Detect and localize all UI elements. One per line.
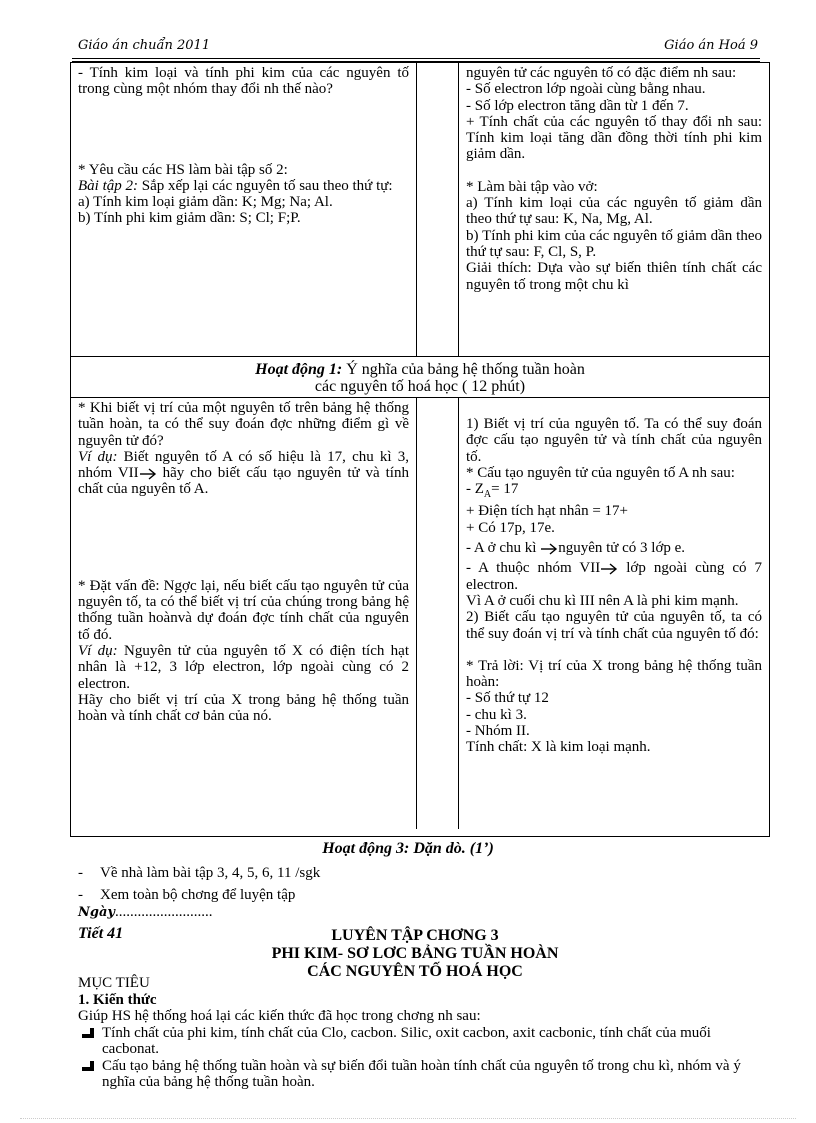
exercise-request: * Yêu cầu các HS làm bài tập số 2:	[78, 161, 288, 178]
answer-line: * Cấu tạo nguyên tử của nguyên tố A nh sau:	[466, 464, 735, 481]
homework-list	[100, 862, 320, 906]
teacher-column-2	[71, 398, 417, 829]
answer-line: - $Z_A= 17$	[466, 481, 519, 501]
lesson-title-line: PHI KIM- SƠ LƠC BẢNG TUẦN HOÀN	[271, 945, 559, 962]
activity-1-line2: các nguyên tố hoá học ( 12 phút)	[314, 378, 526, 395]
answer-line: * Trả lời: Vị trí của X trong bảng hệ thống tuần hoàn:	[466, 657, 762, 691]
answer-line: - Số thứ tự 12	[466, 690, 549, 707]
objectives-intro: Giúp HS hệ thống hoá lại các kiến thức đã học trong chơng nh sau:	[78, 1008, 481, 1024]
list-item: Tính chất của phi kim, tính chất của Clo, cacbon. Silic, oxit cacbon, axit cacbonic, tính chất của muối cacbonat.	[78, 1025, 758, 1058]
exercise-2-b: b) Tính phi kim giảm dần: S; Cl; F;P.	[78, 210, 301, 227]
page-bottom-divider	[20, 1118, 796, 1119]
table-section-2	[71, 398, 769, 829]
header-right: Giáo án Hoá 9	[664, 38, 758, 53]
arrow-right-icon	[139, 468, 157, 480]
question-text: * Khi biết vị trí của một nguyên tố trên bảng hệ thống tuần hoàn, ta có thể suy đoán đợc những điểm gì về nguyên tử đó?	[78, 400, 409, 449]
header-left: Giáo án chuẩn 2011	[78, 38, 211, 53]
student-column-2	[459, 398, 769, 829]
answer-line: * Làm bài tập vào vở:	[466, 178, 598, 195]
lesson-title-line: LUYÊN TẬP CHƠNG 3	[331, 927, 499, 944]
answer-line: - Nhóm II.	[466, 723, 530, 740]
list-item: Cấu tạo bảng hệ thống tuần hoàn và sự biến đổi tuần hoàn tính chất của nguyên tố trong chu kì, nhóm và ý nghĩa của bảng hệ thống tuần hoàn.	[78, 1058, 758, 1091]
activity-1-label: Hoạt động 1:	[255, 361, 343, 378]
answer-line: 2) Biết cấu tạo nguyên tử của nguyên tố, ta có thể suy đoán vị trí và tính chất của nguyên tố đó:	[466, 609, 762, 642]
date-line	[78, 904, 212, 921]
example-2: Ví dụ: Nguyên tử của nguyên tố X có điện tích hạt nhân là +12, 3 lớp electron, lớp ngoài cùng có 2 electron.	[78, 642, 409, 692]
answer-line: Giải thích: Dựa vào sự biến thiên tính chất các nguyên tố trong một chu kì	[466, 260, 762, 293]
lesson-number: Tiết 41	[78, 925, 124, 942]
time-column-1	[417, 63, 459, 356]
date-dots: ..........................	[114, 904, 213, 920]
example-1: Ví dụ: Biết nguyên tố A có số hiệu là 17, chu kì 3, nhóm VII hãy cho biết cấu tạo nguyên tử và tính chất của nguyên tố A.	[78, 448, 409, 498]
answer-line: b) Tính phi kim của các nguyên tố giảm dần theo thứ tự sau: F, Cl, S, P.	[466, 227, 762, 260]
answer-line: + Có 17p, 17e.	[466, 519, 555, 536]
answer-line: - Số lớp electron tăng dần từ 1 đến 7.	[466, 97, 689, 114]
exercise-2: Bài tập 2: Sắp xếp lại các nguyên tố sau theo thứ tự:	[78, 177, 393, 194]
activity-3-heading: Hoạt động 3: Dặn dò. (1’)	[322, 840, 494, 857]
answer-line: Tính chất: X là kim loại mạnh.	[466, 739, 651, 756]
exercise-2-a: a) Tính kim loại giảm dần: K; Mg; Na; Al.	[78, 194, 333, 211]
lesson-table	[70, 62, 770, 837]
answer-line: a) Tính kim loại của các nguyên tố giảm dần theo thứ tự sau: K, Na, Mg, Al.	[466, 195, 762, 228]
answer-line: + Điện tích hạt nhân = 17+	[466, 503, 629, 520]
teacher-column-1	[71, 63, 417, 356]
date-label: Ngày	[78, 905, 115, 920]
bullet-icon	[82, 1061, 94, 1071]
arrow-right-icon	[540, 543, 558, 555]
problem-statement: * Đặt vấn đề: Ngợc lại, nếu biết cấu tạo nguyên tử của nguyên tố, ta có thể biết vị trí của chúng trong bảng hệ thống tuần hoànvà dự đoán đợc tính chất của nguyên tố đó.	[78, 577, 409, 643]
question-text: - Tính kim loại và tính phi kim của các nguyên tố trong cùng một nhóm thay đổi nh thế nào?	[78, 65, 409, 98]
knowledge-heading: 1. Kiến thức	[78, 991, 157, 1008]
objectives-heading: MỤC TIÊU	[78, 975, 150, 991]
question-text: Hãy cho biết vị trí của X trong bảng hệ thống tuần hoàn và tính chất cơ bản của nó.	[78, 691, 409, 725]
answer-line: nguyên tử các nguyên tố có đặc điểm nh sau:	[466, 65, 737, 81]
list-item: - Về nhà làm bài tập 3, 4, 5, 6, 11 /sgk	[100, 862, 320, 884]
table-section-1	[71, 63, 769, 356]
time-column-2	[417, 398, 459, 829]
answer-line: - chu kì 3.	[466, 706, 527, 723]
lesson-title	[70, 927, 760, 981]
activity-1-line1: Ý nghĩa của bảng hệ thống tuần hoàn	[342, 361, 585, 378]
activity-1-heading	[71, 356, 769, 398]
answer-line: + Tính chất của các nguyên tố thay đổi nh sau: Tính kim loại tăng dần đồng thời tính phi kim giảm dần.	[466, 113, 762, 163]
answer-line: - Số electron lớp ngoài cùng bằng nhau.	[466, 81, 706, 98]
arrow-right-icon	[600, 563, 618, 575]
objectives-section	[78, 975, 758, 1091]
bullet-icon	[82, 1028, 94, 1038]
list-item: - Xem toàn bộ chơng để luyện tập	[100, 884, 320, 906]
answer-line: 1) Biết vị trí của nguyên tố. Ta có thể suy đoán đợc cấu tạo nguyên tử và tính chất của nguyên tố.	[466, 416, 762, 465]
answer-line: - A ở chu kì nguyên tử có 3 lớp e.	[466, 540, 686, 557]
answer-line: Vì A ở cuối chu kì III nên A là phi kim mạnh.	[466, 592, 739, 609]
lesson-title-line: CÁC NGUYÊN TỐ HOÁ HỌC	[307, 963, 523, 980]
student-column-1	[459, 63, 769, 356]
answer-line: - A thuộc nhóm VII lớp ngoài cùng có 7 electron.	[466, 560, 762, 593]
